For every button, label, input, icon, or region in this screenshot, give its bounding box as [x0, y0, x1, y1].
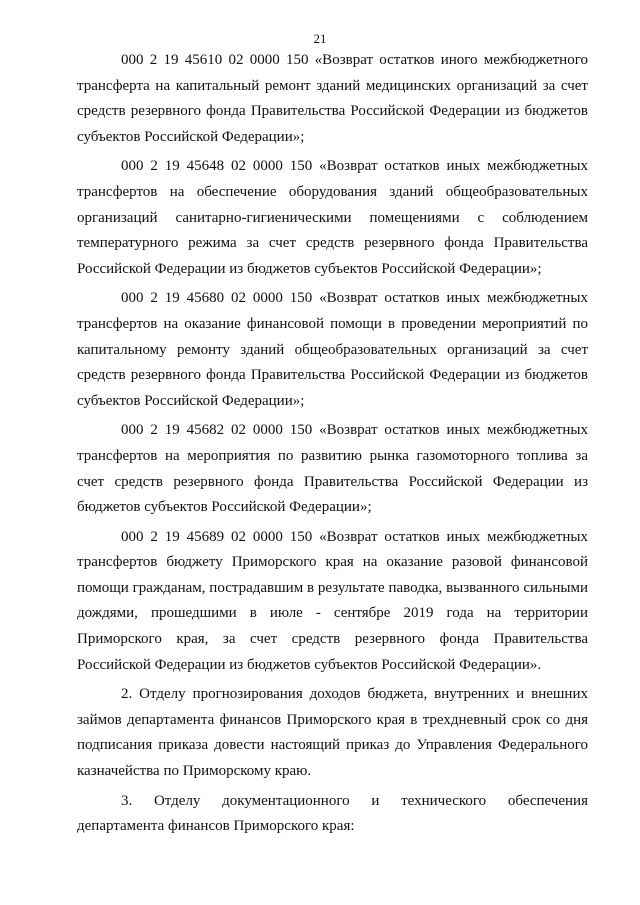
paragraph-item-3: 3. Отделу документационного и технического обеспечения департамента финансов Приморского края: [77, 792, 588, 835]
paragraph-code-45610: 000 2 19 45610 02 0000 150 «Возврат остатков иного межбюджетного трансферта на капитальный ремонт зданий медицинских организаций за счет средств резервного фонда Правительства Российской Федерации из бюджетов субъектов Российской Федерации»; [77, 52, 588, 145]
document-body [77, 48, 588, 840]
paragraph-item-2: 2. Отделу прогнозирования доходов бюджета, внутренних и внешних займов департамента финансов Приморского края в трехдневный срок со дня подписания приказа довести настоящий приказ до Управления Федерального казначейства по Приморскому краю. [77, 686, 588, 780]
page-number: 21 [313, 31, 327, 46]
paragraph-code-45689: 000 2 19 45689 02 0000 150 «Возврат остатков иных межбюджетных трансфертов бюджету Приморского края на оказание разовой финансовой помощи гражданам, пострадавшим в результате паводка, вызванного сильными дождями, прошедшими в июле - сентябре 2019 года на территории Приморского края, за счет средств резервного фонда Правительства Российской Федерации из бюджетов субъектов Российской Федерации». [77, 528, 588, 673]
paragraph-code-45682: 000 2 19 45682 02 0000 150 «Возврат остатков иных межбюджетных трансфертов на мероприятия по развитию рынка газомоторного топлива за счет средств резервного фонда Правительства Российской Федерации из бюджетов субъектов Российской Федерации»; [77, 422, 588, 516]
paragraph-code-45648: 000 2 19 45648 02 0000 150 «Возврат остатков иных межбюджетных трансфертов на обеспечение оборудования зданий общеобразовательных организаций санитарно-гигиеническими помещениями с соблюдением температурного режима за счет средств резервного фонда Правительства Российской Федерации из бюджетов субъектов Российской Федерации»; [77, 158, 588, 277]
paragraph-code-45680: 000 2 19 45680 02 0000 150 «Возврат остатков иных межбюджетных трансфертов на оказание финансовой помощи в проведении мероприятий по капитальному ремонту зданий общеобразовательных организаций за счет средств резервного фонда Правительства Российской Федерации из бюджетов субъектов Российской Федерации»; [77, 290, 588, 409]
